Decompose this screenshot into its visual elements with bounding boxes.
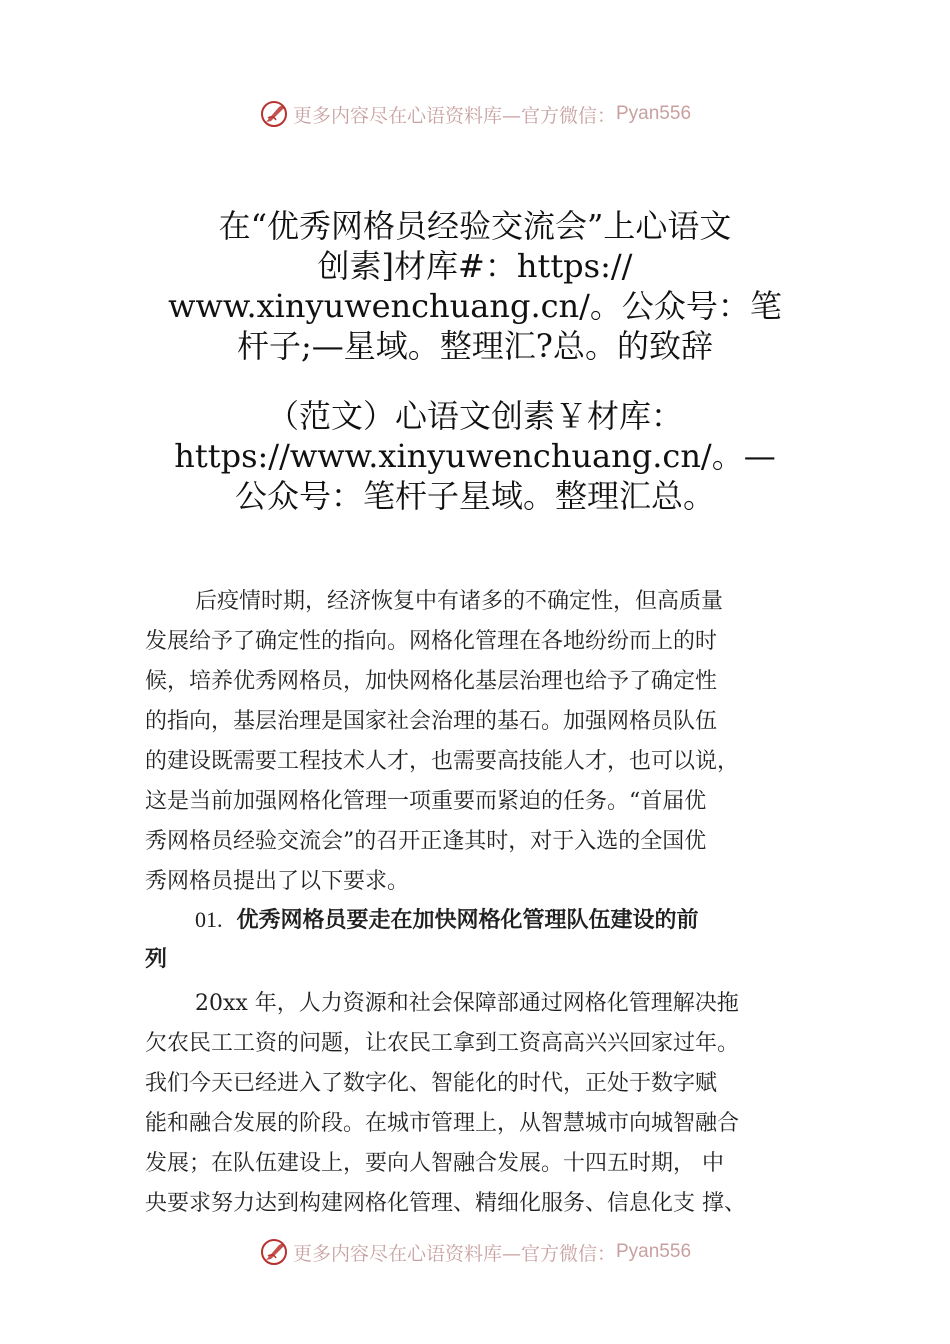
banner-account: Pyan556 — [616, 1241, 692, 1262]
title-line: 杆子;—星域。整理汇?总。的致辞 — [237, 327, 713, 365]
subtitle-line: https://www.xinyuwenchuang.cn/。— — [174, 437, 776, 475]
footer-banner — [0, 1232, 950, 1272]
title-line: 创素]材库#：https:// — [317, 247, 633, 285]
section-number: 01. — [195, 907, 223, 932]
banner-text: 更多内容尽在心语资料库—官方微信： — [292, 104, 616, 127]
text-line: 央要求努力达到构建网格化管理、精细化服务、信息化支 撑、 — [145, 1191, 746, 1216]
text-line: 后疫情时期，经济恢复中有诸多的不确定性，但高质量 — [195, 589, 724, 614]
text-line: 能和融合发展的阶段。在城市管理上，从智慧城市向城智融合 — [145, 1111, 740, 1136]
text-line: 秀网格员经验交流会”的召开正逢其时，对于入选的全国优 — [145, 829, 707, 854]
text-line: 发展给予了确定性的指向。网格化管理在各地纷纷而上的时 — [145, 629, 718, 654]
text-line: 我们今天已经进入了数字化、智能化的时代，正处于数字赋 — [145, 1071, 718, 1096]
text-line: 的建设既需要工程技术人才，也需要高技能人才，也可以说， — [145, 749, 740, 774]
subtitle-line: 公众号：笔杆子星域。整理汇总。 — [234, 477, 715, 515]
header-banner — [0, 94, 950, 134]
quill-logo-icon — [259, 99, 289, 129]
page-title — [150, 206, 800, 366]
page-subtitle — [150, 396, 800, 516]
section-heading-line: 列 — [145, 947, 168, 972]
text-line: 欠农民工工资的问题，让农民工拿到工资高高兴兴回家过年。 — [145, 1031, 740, 1056]
title-line: www.xinyuwenchuang.cn/。公众号：笔 — [168, 287, 782, 325]
text-line: 候，培养优秀网格员，加快网格化基层治理也给予了确定性 — [145, 669, 718, 694]
subtitle-line: （范文）心语文创素￥材库： — [266, 397, 683, 435]
text-line: 发展；在队伍建设上，要向人智融合发展。十四五时期， 中 — [145, 1151, 724, 1176]
text-line: 秀网格员提出了以下要求。 — [145, 869, 410, 894]
quill-logo-icon — [259, 1237, 289, 1267]
paragraph-section-body — [145, 984, 835, 1224]
title-line: 在“优秀网格员经验交流会”上心语文 — [218, 207, 732, 245]
banner-text: 更多内容尽在心语资料库—官方微信： — [292, 1242, 616, 1265]
section-heading — [145, 900, 835, 980]
text-line: 20xx 年，人力资源和社会保障部通过网格化管理解决拖 — [195, 991, 739, 1016]
text-line: 的指向，基层治理是国家社会治理的基石。加强网格员队伍 — [145, 709, 718, 734]
section-title: 优秀网格员要走在加快网格化管理队伍建设的前 — [236, 908, 699, 933]
paragraph-intro — [145, 582, 835, 902]
text-line: 这是当前加强网格化管理一项重要而紧迫的任务。“首届优 — [145, 789, 707, 814]
banner-account: Pyan556 — [616, 103, 692, 124]
section-heading-line — [145, 900, 835, 940]
